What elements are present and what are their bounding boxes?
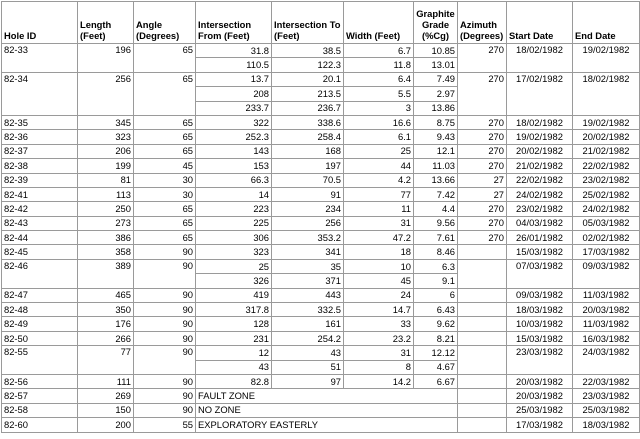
end-date-cell: 18/02/1982 (573, 72, 640, 115)
intersection-from-cell: 14 (196, 187, 272, 201)
table-row (2, 259, 640, 273)
table-row (2, 159, 640, 173)
grade-cell: 6 (414, 288, 458, 302)
hole-id-cell: 82-43 (2, 216, 78, 230)
start-date-cell: 18/02/1982 (507, 44, 573, 73)
intersection-from-cell: 208 (196, 87, 272, 101)
end-date-cell: 24/03/1982 (573, 346, 640, 375)
start-date-cell: 23/02/1982 (507, 202, 573, 216)
header-graphite-grade: Graphite Grade (%Cg) (414, 2, 458, 44)
length-cell: 350 (78, 303, 134, 317)
table-row (2, 115, 640, 129)
width-cell: 16.6 (344, 115, 414, 129)
azimuth-cell: 270 (458, 115, 507, 129)
table-row (2, 231, 640, 245)
azimuth-cell: 270 (458, 130, 507, 144)
start-date-cell: 26/01/1982 (507, 231, 573, 245)
hole-id-cell: 82-48 (2, 303, 78, 317)
angle-cell: 90 (134, 288, 196, 302)
grade-cell: 6.43 (414, 303, 458, 317)
azimuth-cell (458, 259, 507, 288)
start-date-cell: 20/03/1982 (507, 389, 573, 403)
start-date-cell: 15/03/1982 (507, 245, 573, 259)
intersection-from-cell: 225 (196, 216, 272, 230)
intersection-to-cell: 338.6 (272, 115, 344, 129)
intersection-to-cell: 38.5 (272, 44, 344, 58)
start-date-cell: 25/03/1982 (507, 403, 573, 417)
angle-cell: 65 (134, 130, 196, 144)
intersection-from-cell: 223 (196, 202, 272, 216)
length-cell: 199 (78, 159, 134, 173)
length-cell: 389 (78, 259, 134, 288)
end-date-cell: 19/02/1982 (573, 44, 640, 73)
hole-id-cell: 82-50 (2, 331, 78, 345)
azimuth-cell (458, 374, 507, 388)
angle-cell: 90 (134, 403, 196, 417)
intersection-to-cell: 161 (272, 317, 344, 331)
table-row (2, 403, 640, 417)
length-cell: 206 (78, 144, 134, 158)
grade-cell: 9.43 (414, 130, 458, 144)
azimuth-cell (458, 346, 507, 375)
grade-cell: 9.1 (414, 274, 458, 288)
intersection-to-cell: 371 (272, 274, 344, 288)
header-angle: Angle (Degrees) (134, 2, 196, 44)
hole-id-cell: 82-47 (2, 288, 78, 302)
width-cell: 44 (344, 159, 414, 173)
start-date-cell: 24/02/1982 (507, 187, 573, 201)
table-row (2, 288, 640, 302)
table-row (2, 331, 640, 345)
start-date-cell: 04/03/1982 (507, 216, 573, 230)
hole-id-cell: 82-56 (2, 374, 78, 388)
start-date-cell: 20/02/1982 (507, 144, 573, 158)
grade-cell: 8.46 (414, 245, 458, 259)
width-cell: 3 (344, 101, 414, 115)
length-cell: 176 (78, 317, 134, 331)
start-date-cell: 15/03/1982 (507, 331, 573, 345)
hole-id-cell: 82-33 (2, 44, 78, 73)
angle-cell: 90 (134, 346, 196, 375)
table-row (2, 130, 640, 144)
angle-cell: 30 (134, 187, 196, 201)
angle-cell: 65 (134, 144, 196, 158)
table-row (2, 202, 640, 216)
grade-cell: 9.56 (414, 216, 458, 230)
intersection-from-cell: 13.7 (196, 72, 272, 86)
intersection-to-cell: 332.5 (272, 303, 344, 317)
hole-id-cell: 82-46 (2, 259, 78, 288)
grade-cell: 7.49 (414, 72, 458, 86)
table-row (2, 245, 640, 259)
width-cell: 14.7 (344, 303, 414, 317)
length-cell: 250 (78, 202, 134, 216)
zone-note-cell: FAULT ZONE (196, 389, 458, 403)
azimuth-cell (458, 317, 507, 331)
grade-cell: 4.4 (414, 202, 458, 216)
header-start-date: Start Date (507, 2, 573, 44)
intersection-from-cell: 110.5 (196, 58, 272, 72)
end-date-cell: 17/03/1982 (573, 245, 640, 259)
angle-cell: 65 (134, 202, 196, 216)
table-row (2, 317, 640, 331)
width-cell: 33 (344, 317, 414, 331)
width-cell: 11.8 (344, 58, 414, 72)
intersection-from-cell: 419 (196, 288, 272, 302)
angle-cell: 65 (134, 231, 196, 245)
grade-cell: 2.97 (414, 87, 458, 101)
width-cell: 14.2 (344, 374, 414, 388)
start-date-cell: 17/02/1982 (507, 72, 573, 115)
angle-cell: 90 (134, 374, 196, 388)
length-cell: 196 (78, 44, 134, 73)
table-row (2, 216, 640, 230)
table-row (2, 374, 640, 388)
end-date-cell: 16/03/1982 (573, 331, 640, 345)
end-date-cell: 02/02/1982 (573, 231, 640, 245)
intersection-to-cell: 213.5 (272, 87, 344, 101)
hole-id-cell: 82-39 (2, 173, 78, 187)
header-end-date: End Date (573, 2, 640, 44)
grade-cell: 13.86 (414, 101, 458, 115)
azimuth-cell (458, 403, 507, 417)
table-row (2, 187, 640, 201)
intersection-to-cell: 258.4 (272, 130, 344, 144)
start-date-cell: 18/02/1982 (507, 115, 573, 129)
width-cell: 47.2 (344, 231, 414, 245)
width-cell: 77 (344, 187, 414, 201)
angle-cell: 90 (134, 303, 196, 317)
zone-note-cell: NO ZONE (196, 403, 458, 417)
hole-id-cell: 82-60 (2, 418, 78, 432)
grade-cell: 7.61 (414, 231, 458, 245)
angle-cell: 45 (134, 159, 196, 173)
hole-id-cell: 82-35 (2, 115, 78, 129)
intersection-from-cell: 322 (196, 115, 272, 129)
width-cell: 25 (344, 144, 414, 158)
angle-cell: 55 (134, 418, 196, 432)
intersection-from-cell: 326 (196, 274, 272, 288)
azimuth-cell: 270 (458, 202, 507, 216)
end-date-cell: 20/02/1982 (573, 130, 640, 144)
intersection-to-cell: 91 (272, 187, 344, 201)
hole-id-cell: 82-57 (2, 389, 78, 403)
width-cell: 31 (344, 216, 414, 230)
length-cell: 113 (78, 187, 134, 201)
intersection-from-cell: 317.8 (196, 303, 272, 317)
width-cell: 6.1 (344, 130, 414, 144)
header-azimuth: Azimuth (Degrees) (458, 2, 507, 44)
intersection-from-cell: 43 (196, 360, 272, 374)
start-date-cell: 22/02/1982 (507, 173, 573, 187)
width-cell: 8 (344, 360, 414, 374)
azimuth-cell: 270 (458, 72, 507, 115)
azimuth-cell: 270 (458, 159, 507, 173)
end-date-cell: 25/02/1982 (573, 187, 640, 201)
grade-cell: 6.67 (414, 374, 458, 388)
hole-id-cell: 82-45 (2, 245, 78, 259)
intersection-from-cell: 231 (196, 331, 272, 345)
end-date-cell: 23/02/1982 (573, 173, 640, 187)
intersection-to-cell: 341 (272, 245, 344, 259)
intersection-to-cell: 256 (272, 216, 344, 230)
intersection-from-cell: 233.7 (196, 101, 272, 115)
start-date-cell: 19/02/1982 (507, 130, 573, 144)
hole-id-cell: 82-41 (2, 187, 78, 201)
start-date-cell: 09/03/1982 (507, 288, 573, 302)
intersection-from-cell: 143 (196, 144, 272, 158)
azimuth-cell: 27 (458, 173, 507, 187)
intersection-to-cell: 70.5 (272, 173, 344, 187)
length-cell: 81 (78, 173, 134, 187)
azimuth-cell: 270 (458, 231, 507, 245)
length-cell: 111 (78, 374, 134, 388)
hole-id-cell: 82-55 (2, 346, 78, 375)
zone-note-cell: EXPLORATORY EASTERLY (196, 418, 458, 432)
grade-cell: 13.01 (414, 58, 458, 72)
length-cell: 358 (78, 245, 134, 259)
hole-id-cell: 82-36 (2, 130, 78, 144)
end-date-cell: 20/03/1982 (573, 303, 640, 317)
intersection-from-cell: 31.8 (196, 44, 272, 58)
end-date-cell: 09/03/1982 (573, 259, 640, 288)
length-cell: 273 (78, 216, 134, 230)
azimuth-cell (458, 303, 507, 317)
length-cell: 269 (78, 389, 134, 403)
table-row (2, 346, 640, 360)
width-cell: 24 (344, 288, 414, 302)
table-row (2, 173, 640, 187)
grade-cell: 10.85 (414, 44, 458, 58)
grade-cell: 7.42 (414, 187, 458, 201)
intersection-to-cell: 97 (272, 374, 344, 388)
intersection-to-cell: 353.2 (272, 231, 344, 245)
grade-cell: 11.03 (414, 159, 458, 173)
angle-cell: 90 (134, 331, 196, 345)
length-cell: 200 (78, 418, 134, 432)
width-cell: 18 (344, 245, 414, 259)
length-cell: 266 (78, 331, 134, 345)
hole-id-cell: 82-42 (2, 202, 78, 216)
end-date-cell: 18/03/1982 (573, 418, 640, 432)
angle-cell: 90 (134, 259, 196, 288)
grade-cell: 4.67 (414, 360, 458, 374)
end-date-cell: 22/02/1982 (573, 159, 640, 173)
grade-cell: 12.12 (414, 346, 458, 360)
grade-cell: 8.75 (414, 115, 458, 129)
angle-cell: 65 (134, 44, 196, 73)
start-date-cell: 21/02/1982 (507, 159, 573, 173)
table-row (2, 389, 640, 403)
header-width: Width (Feet) (344, 2, 414, 44)
table-body (2, 44, 640, 433)
width-cell: 23.2 (344, 331, 414, 345)
grade-cell: 6.3 (414, 259, 458, 273)
header-hole-id: Hole ID (2, 2, 78, 44)
table-row (2, 72, 640, 86)
start-date-cell: 07/03/1982 (507, 259, 573, 288)
intersection-to-cell: 236.7 (272, 101, 344, 115)
end-date-cell: 05/03/1982 (573, 216, 640, 230)
azimuth-cell (458, 418, 507, 432)
hole-id-cell: 82-34 (2, 72, 78, 115)
intersection-from-cell: 252.3 (196, 130, 272, 144)
length-cell: 77 (78, 346, 134, 375)
intersection-to-cell: 254.2 (272, 331, 344, 345)
hole-id-cell: 82-49 (2, 317, 78, 331)
end-date-cell: 22/03/1982 (573, 374, 640, 388)
length-cell: 150 (78, 403, 134, 417)
start-date-cell: 23/03/1982 (507, 346, 573, 375)
intersection-from-cell: 306 (196, 231, 272, 245)
start-date-cell: 17/03/1982 (507, 418, 573, 432)
header-length: Length (Feet) (78, 2, 134, 44)
azimuth-cell (458, 245, 507, 259)
azimuth-cell: 27 (458, 187, 507, 201)
header-intersection-to: Intersection To (Feet) (272, 2, 344, 44)
intersection-from-cell: 12 (196, 346, 272, 360)
length-cell: 465 (78, 288, 134, 302)
end-date-cell: 24/02/1982 (573, 202, 640, 216)
table-row (2, 144, 640, 158)
end-date-cell: 25/03/1982 (573, 403, 640, 417)
azimuth-cell (458, 288, 507, 302)
hole-id-cell: 82-44 (2, 231, 78, 245)
end-date-cell: 11/03/1982 (573, 317, 640, 331)
length-cell: 323 (78, 130, 134, 144)
intersection-to-cell: 122.3 (272, 58, 344, 72)
header-row (2, 2, 640, 44)
azimuth-cell: 270 (458, 144, 507, 158)
width-cell: 31 (344, 346, 414, 360)
intersection-from-cell: 153 (196, 159, 272, 173)
intersection-to-cell: 20.1 (272, 72, 344, 86)
table-row (2, 44, 640, 58)
table-row (2, 303, 640, 317)
angle-cell: 65 (134, 216, 196, 230)
header-intersection-from: Intersection From (Feet) (196, 2, 272, 44)
grade-cell: 9.62 (414, 317, 458, 331)
intersection-to-cell: 35 (272, 259, 344, 273)
width-cell: 45 (344, 274, 414, 288)
end-date-cell: 21/02/1982 (573, 144, 640, 158)
angle-cell: 90 (134, 245, 196, 259)
intersection-to-cell: 234 (272, 202, 344, 216)
intersection-from-cell: 82.8 (196, 374, 272, 388)
width-cell: 6.4 (344, 72, 414, 86)
angle-cell: 30 (134, 173, 196, 187)
hole-id-cell: 82-38 (2, 159, 78, 173)
intersection-to-cell: 443 (272, 288, 344, 302)
drill-results-table (1, 1, 640, 433)
length-cell: 345 (78, 115, 134, 129)
azimuth-cell: 270 (458, 216, 507, 230)
intersection-from-cell: 323 (196, 245, 272, 259)
intersection-to-cell: 168 (272, 144, 344, 158)
angle-cell: 65 (134, 72, 196, 115)
width-cell: 10 (344, 259, 414, 273)
intersection-from-cell: 25 (196, 259, 272, 273)
end-date-cell: 19/02/1982 (573, 115, 640, 129)
end-date-cell: 11/03/1982 (573, 288, 640, 302)
width-cell: 11 (344, 202, 414, 216)
intersection-from-cell: 128 (196, 317, 272, 331)
hole-id-cell: 82-58 (2, 403, 78, 417)
intersection-to-cell: 197 (272, 159, 344, 173)
start-date-cell: 20/03/1982 (507, 374, 573, 388)
end-date-cell: 23/03/1982 (573, 389, 640, 403)
table-row (2, 418, 640, 432)
intersection-to-cell: 51 (272, 360, 344, 374)
grade-cell: 8.21 (414, 331, 458, 345)
azimuth-cell (458, 389, 507, 403)
grade-cell: 12.1 (414, 144, 458, 158)
width-cell: 5.5 (344, 87, 414, 101)
angle-cell: 90 (134, 317, 196, 331)
width-cell: 4.2 (344, 173, 414, 187)
angle-cell: 65 (134, 115, 196, 129)
hole-id-cell: 82-37 (2, 144, 78, 158)
length-cell: 386 (78, 231, 134, 245)
length-cell: 256 (78, 72, 134, 115)
azimuth-cell: 270 (458, 44, 507, 73)
intersection-from-cell: 66.3 (196, 173, 272, 187)
intersection-to-cell: 43 (272, 346, 344, 360)
start-date-cell: 18/03/1982 (507, 303, 573, 317)
azimuth-cell (458, 331, 507, 345)
angle-cell: 90 (134, 389, 196, 403)
start-date-cell: 10/03/1982 (507, 317, 573, 331)
grade-cell: 13.66 (414, 173, 458, 187)
width-cell: 6.7 (344, 44, 414, 58)
